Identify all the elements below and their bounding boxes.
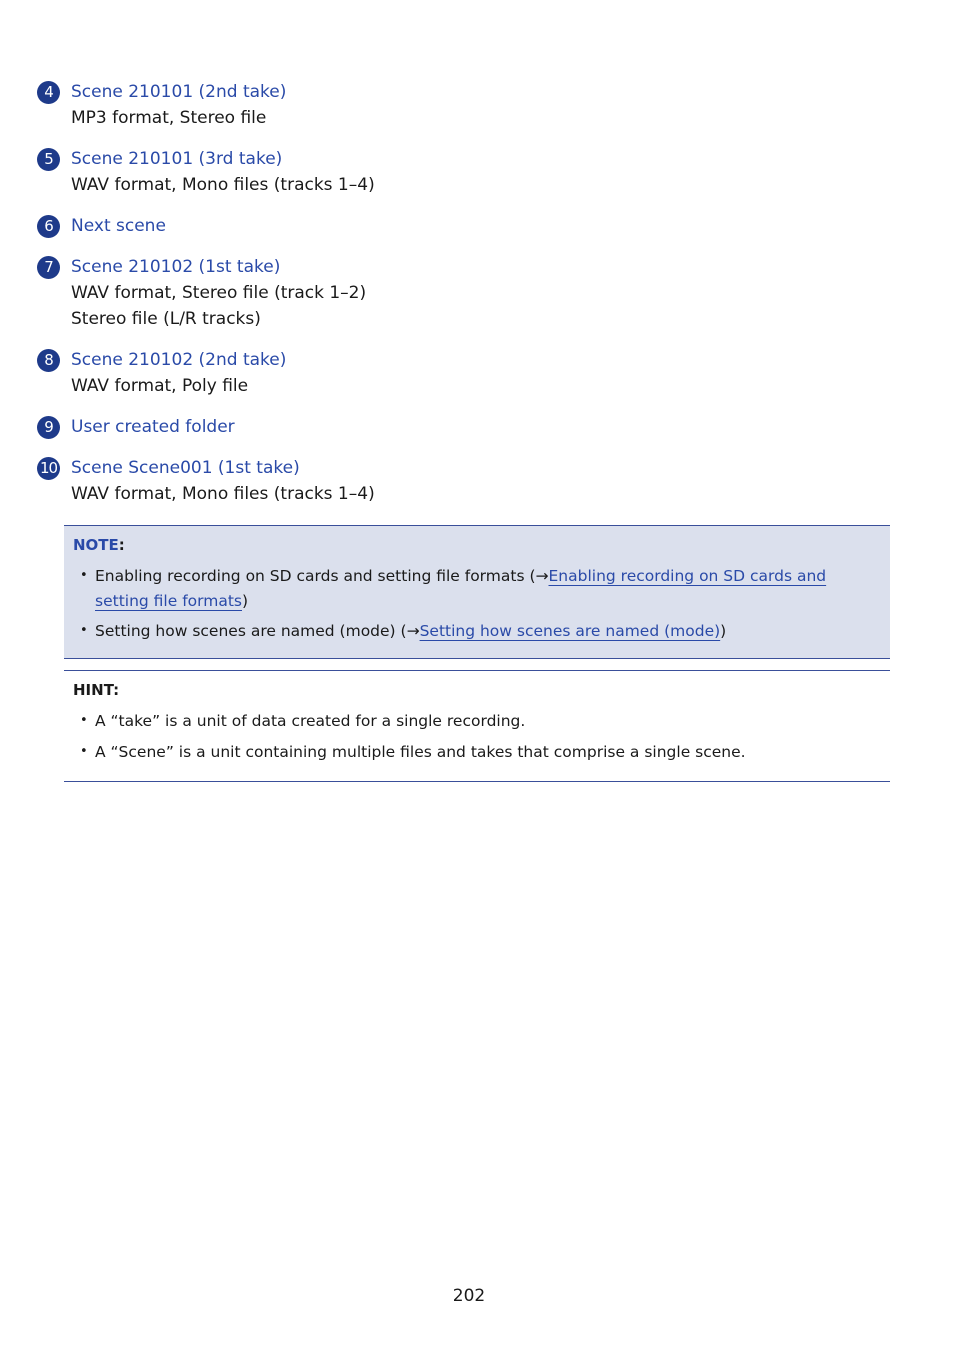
item-description: Stereo file (L/R tracks)	[71, 309, 261, 329]
list-item	[80, 619, 876, 644]
item-title: Scene 210102 (1st take)	[71, 257, 281, 277]
item-title: Scene Scene001 (1st take)	[71, 458, 300, 478]
item-description: WAV format, Mono files (tracks 1–4)	[71, 484, 375, 504]
note-text: Enabling recording on SD cards and setting file formats (→	[95, 567, 549, 585]
number-badge: 5	[37, 148, 60, 171]
list-item	[37, 455, 897, 507]
bullet-icon: •	[80, 743, 88, 759]
note-heading-text: NOTE	[73, 536, 119, 554]
number-badge: 4	[37, 81, 60, 104]
item-title: Scene 210102 (2nd take)	[71, 350, 287, 370]
bullet-icon: •	[80, 568, 88, 583]
list-item	[37, 347, 897, 399]
list-item	[37, 254, 897, 332]
list-item	[37, 414, 897, 440]
note-heading	[73, 536, 125, 554]
note-text: )	[242, 591, 249, 610]
list-item	[80, 740, 876, 765]
list-item	[80, 709, 876, 734]
item-description: WAV format, Poly file	[71, 376, 249, 396]
list-item	[80, 564, 876, 613]
list-item	[37, 213, 897, 239]
number-badge: 8	[37, 349, 60, 372]
number-badge: 7	[37, 256, 60, 279]
item-description: WAV format, Stereo file (track 1–2)	[71, 283, 367, 303]
hint-heading: HINT:	[73, 681, 120, 699]
item-title: Next scene	[71, 216, 166, 236]
note-bullets	[80, 564, 876, 650]
note-text: )	[720, 622, 727, 640]
item-title: Scene 210101 (2nd take)	[71, 82, 287, 102]
item-description: WAV format, Mono files (tracks 1–4)	[71, 175, 375, 195]
number-badge: 6	[37, 215, 60, 238]
number-badge: 10	[37, 457, 60, 480]
item-list	[37, 79, 897, 522]
list-item	[37, 146, 897, 198]
item-title: User created folder	[71, 417, 235, 437]
link-enabling-recording[interactable]: Enabling recording on SD cards and setting file formats	[95, 567, 827, 610]
bullet-icon: •	[80, 713, 88, 728]
page-number: 202	[452, 1286, 486, 1306]
hint-text: A “Scene” is a unit containing multiple files and takes that comprise a single scene.	[95, 742, 746, 761]
list-item	[37, 79, 897, 131]
note-box	[64, 525, 890, 659]
item-description: MP3 format, Stereo file	[71, 108, 267, 128]
bullet-icon: •	[80, 623, 88, 638]
hint-text: A “take” is a unit of data created for a single recording.	[95, 712, 526, 730]
hint-box	[64, 670, 890, 782]
note-text: Setting how scenes are named (mode) (→	[95, 622, 420, 640]
hint-bullets	[80, 709, 876, 770]
link-scene-naming[interactable]: Setting how scenes are named (mode)	[419, 622, 721, 640]
number-badge: 9	[37, 416, 60, 439]
item-title: Scene 210101 (3rd take)	[71, 149, 283, 169]
note-heading-colon: :	[118, 536, 125, 554]
